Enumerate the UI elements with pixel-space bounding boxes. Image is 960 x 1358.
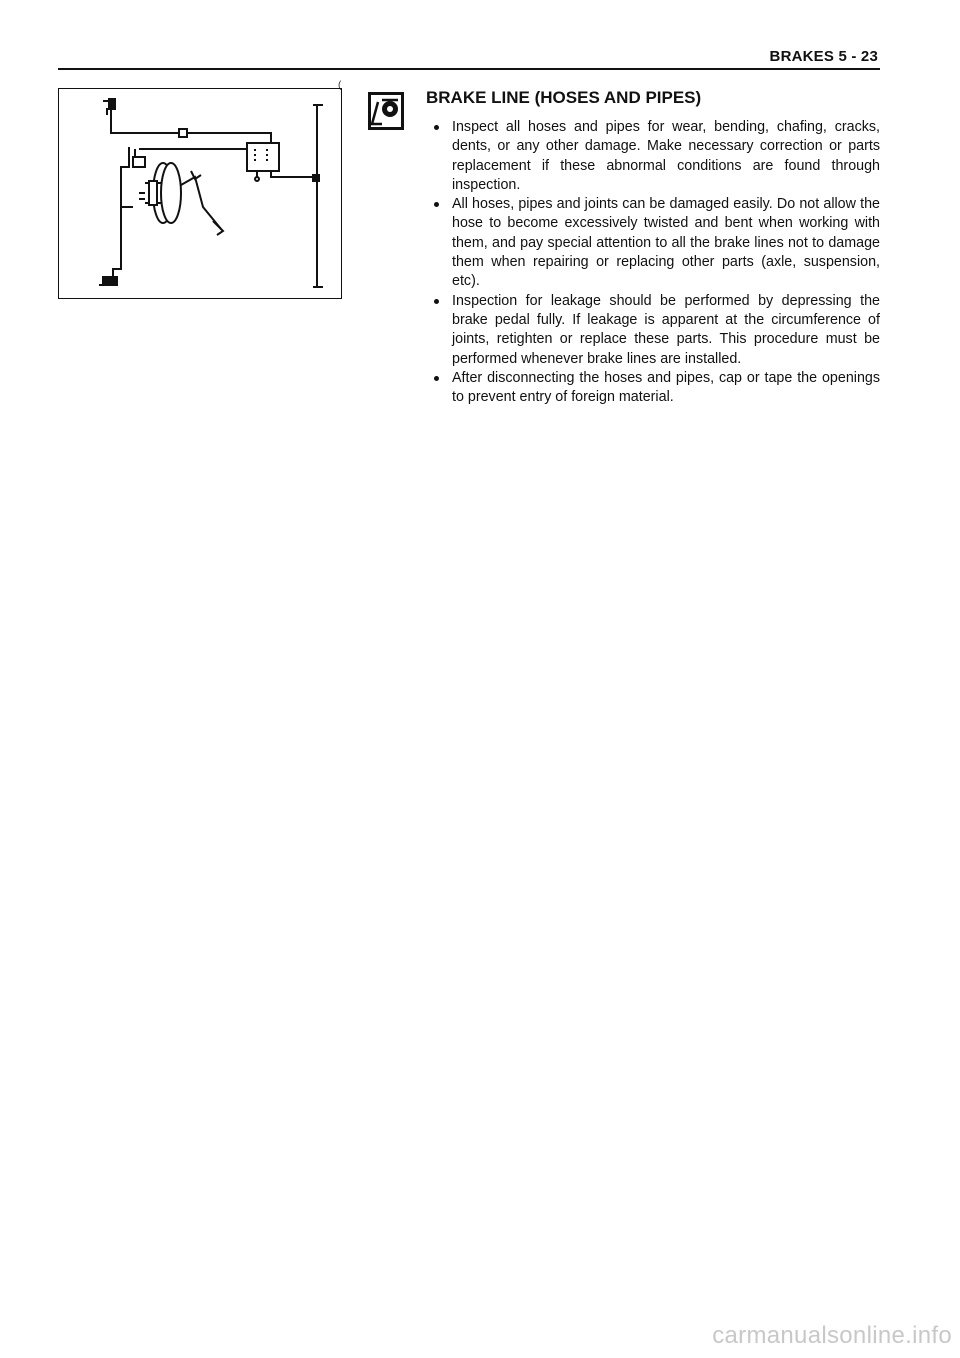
header-rule [58,68,880,70]
brake-line-diagram-drawing [59,89,341,298]
brake-line-diagram [58,88,342,299]
inspection-bullet-list [434,118,880,407]
site-watermark: carmanualsonline.info [712,1322,952,1349]
brake-pedal [181,177,221,229]
page-header-title: BRAKES 5 - 23 [769,48,878,65]
rear-left-fitting [103,277,117,285]
bullet-item: After disconnecting the hoses and pipes, cap or tape the openings to prevent entry of foreign material. [434,369,880,408]
proportioning-valve [247,143,279,171]
bullet-item: Inspection for leakage should be performed by depressing the brake pedal fully. If leakage is apparent at the circumference of joints, retighten or replace these parts. This procedure must be performed whenever brake lines are installed. [434,292,880,369]
section-title: BRAKE LINE (HOSES AND PIPES) [426,88,702,107]
figure-tick-mark: ( [338,80,342,91]
bullet-item: All hoses, pipes and joints can be damaged easily. Do not allow the hose to become excessively twisted and bent when working with them, and pay special attention to all the brake lines not to damage them when repairing or replacing other parts (axle, suspension, etc). [434,195,880,291]
inspect-icon [368,92,404,130]
rear-brake-pipe [113,207,121,283]
bullet-item: Inspect all hoses and pipes for wear, bending, chafing, cracks, dents, or any other damage. Make necessary correction or parts replacement if these abnormal conditions are found through inspection. [434,118,880,195]
